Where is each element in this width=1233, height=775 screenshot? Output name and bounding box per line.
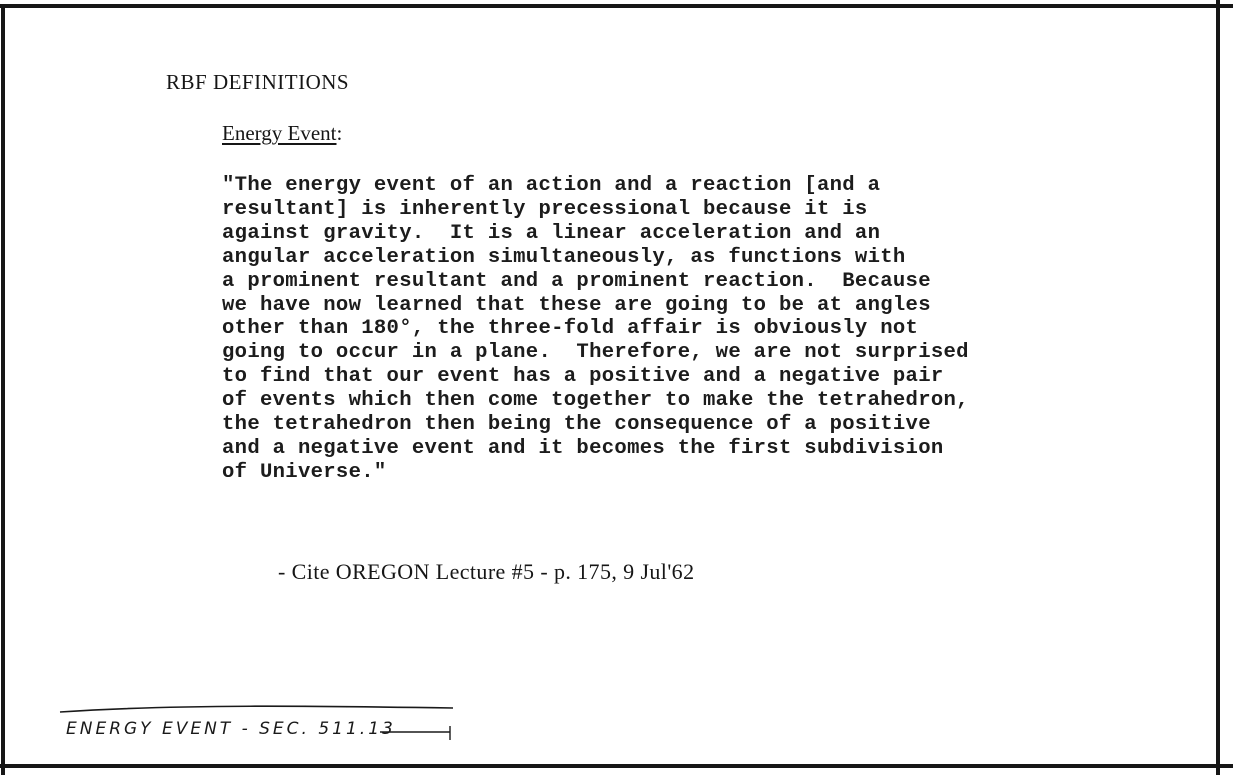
citation: - Cite OREGON Lecture #5 - p. 175, 9 Jul'62	[278, 559, 695, 584]
card-border-bottom	[0, 764, 1233, 768]
quote-line: against gravity. It is a linear acceleration and an	[222, 221, 881, 245]
card-border-right	[1216, 0, 1220, 775]
quote-line: of events which then come together to make the tetrahedron,	[222, 389, 969, 413]
quote-line: other than 180°, the three-fold affair is obviously not	[222, 317, 919, 341]
quote-line: to find that our event has a positive and a negative pair	[222, 365, 944, 389]
quote-line: going to occur in a plane. Therefore, we are not surprised	[222, 341, 969, 365]
quote-line: we have now learned that these are going to be at angles	[222, 293, 931, 317]
card-border-top	[0, 4, 1233, 8]
card-heading: RBF DEFINITIONS	[166, 70, 350, 94]
quote-line: resultant] is inherently precessional because it is	[222, 197, 868, 221]
term-colon: :	[336, 121, 343, 145]
term-title	[222, 121, 342, 146]
quote-line: and a negative event and it becomes the first subdivision	[222, 436, 944, 460]
card-border-left	[1, 4, 5, 775]
term-name: Energy Event	[222, 121, 337, 145]
quote-line: the tetrahedron then being the consequence of a positive	[222, 413, 931, 437]
quote-line: "The energy event of an action and a reaction [and a	[222, 174, 881, 197]
quote-line: angular acceleration simultaneously, as functions with	[222, 245, 906, 269]
quote-line: of Universe."	[222, 460, 387, 484]
quote-line: a prominent resultant and a prominent reaction. Because	[222, 269, 931, 293]
definition-quote	[222, 174, 1102, 485]
handwritten-note: ENERGY EVENT - SEC. 511.13	[66, 719, 396, 739]
